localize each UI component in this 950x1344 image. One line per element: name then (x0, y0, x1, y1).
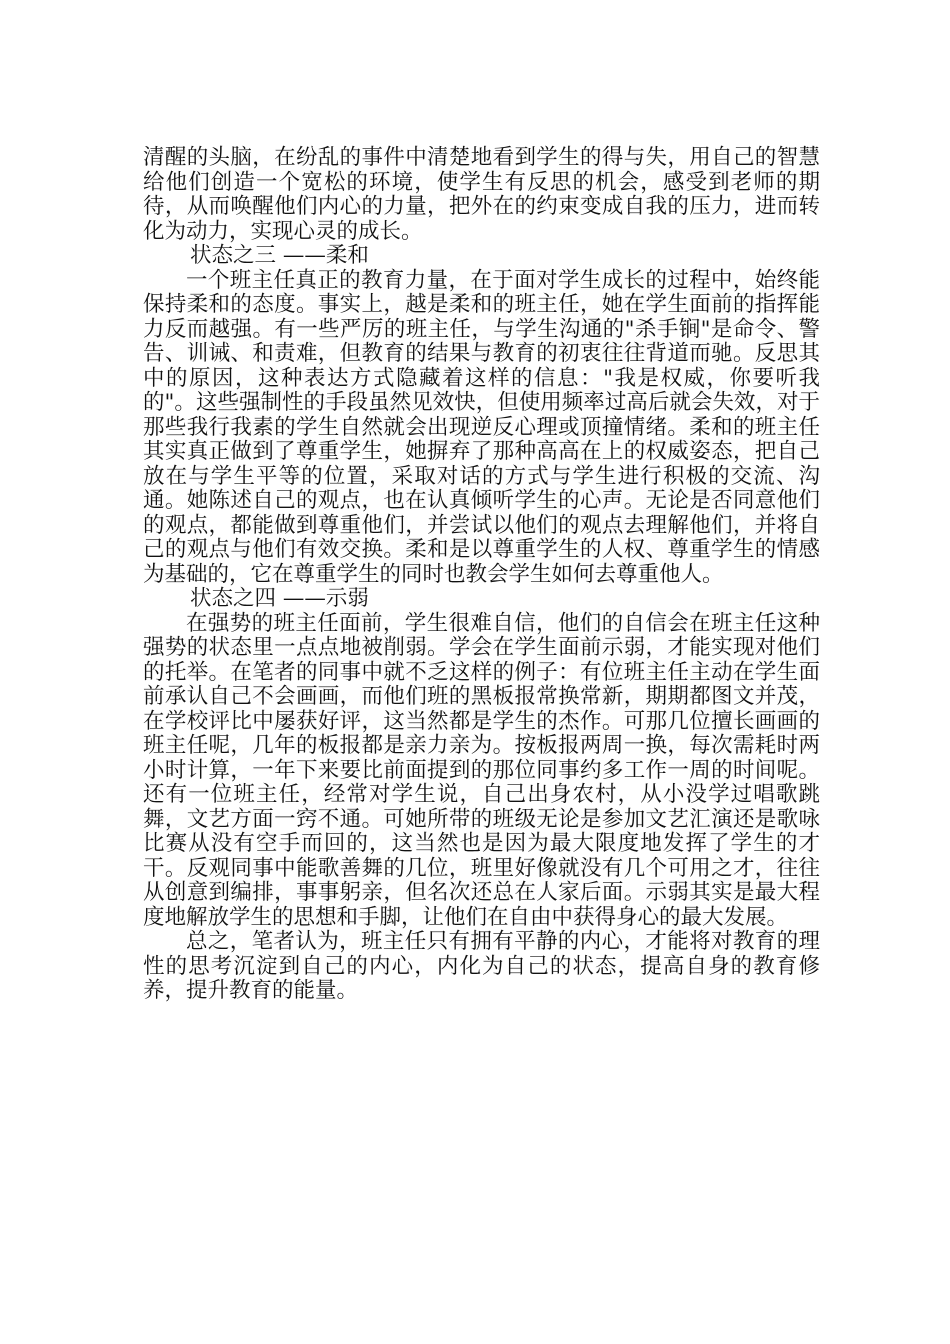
document-page (143, 146, 820, 1004)
section-heading-state-three: 状态之三 ——柔和 (190, 243, 369, 268)
paragraph-gentleness: 一个班主任真正的教育力量，在于面对学生成长的过程中，始终能保持柔和的态度。事实上，越是柔和的班主任，她在学生面前的指挥能力反而越强。有一些严厉的班主任，与学生沟通的"杀手锏"是命令、警告、训诫、和责难，但教育的结果与教育的初衷往往背道而驰。反思其中的原因，这种表达方式隐藏着这样的信息："我是权威，你要听我的"。这些强制性的手段虽然见效快，但使用频率过高后就会失效，对于那些我行我素的学生自然就会出现逆反心理或顶撞情绪。柔和的班主任其实真正做到了尊重学生，她摒弃了那种高高在上的权威姿态，把自己放在与学生平等的位置，采取对话的方式与学生进行积极的交流、沟通。她陈述自己的观点，也在认真倾听学生的心声。无论是否同意他们的观点，都能做到尊重他们，并尝试以他们的观点去理解他们，并将自己的观点与他们有效交换。柔和是以尊重学生的人权、尊重学生的情感为基础的，它在尊重学生的同时也教会学生如何去尊重他人。 (143, 267, 820, 587)
paragraph-conclusion: 总之，笔者认为，班主任只有拥有平静的内心，才能将对教育的理性的思考沉淀到自己的内心，内化为自己的状态，提高自身的教育修养，提升教育的能量。 (143, 929, 820, 1003)
section-heading-state-four: 状态之四 ——示弱 (190, 586, 369, 611)
paragraph-continuation: 清醒的头脑，在纷乱的事件中清楚地看到学生的得与失，用自己的智慧给他们创造一个宽松的环境，使学生有反思的机会，感受到老师的期待，从而唤醒他们内心的力量，把外在的约束变成自我的压力，进而转化为动力，实现心灵的成长。 (143, 145, 820, 244)
paragraph-showing-weakness: 在强势的班主任面前，学生很难自信，他们的自信会在班主任这种强势的状态里一点点地被削弱。学会在学生面前示弱，才能实现对他们的托举。在笔者的同事中就不乏这样的例子：有位班主任主动在学生面前承认自己不会画画，而他们班的黑板报常换常新，期期都图文并茂，在学校评比中屡获好评，这当然都是学生的杰作。可那几位擅长画画的班主任呢，几年的板报都是亲力亲为。按板报两周一换，每次需耗时两小时计算，一年下来要比前面提到的那位同事约多工作一周的时间呢。还有一位班主任，经常对学生说，自己出身农村，从小没学过唱歌跳舞，文艺方面一窍不通。可她所带的班级无论是参加文艺汇演还是歌咏比赛从没有空手而回的，这当然也是因为最大限度地发挥了学生的才干。反观同事中能歌善舞的几位，班里好像就没有几个可用之才，往往从创意到编排，事事躬亲，但名次还总在人家后面。示弱其实是最大程度地解放学生的思想和手脚，让他们在自由中获得身心的最大发展。 (143, 610, 820, 930)
